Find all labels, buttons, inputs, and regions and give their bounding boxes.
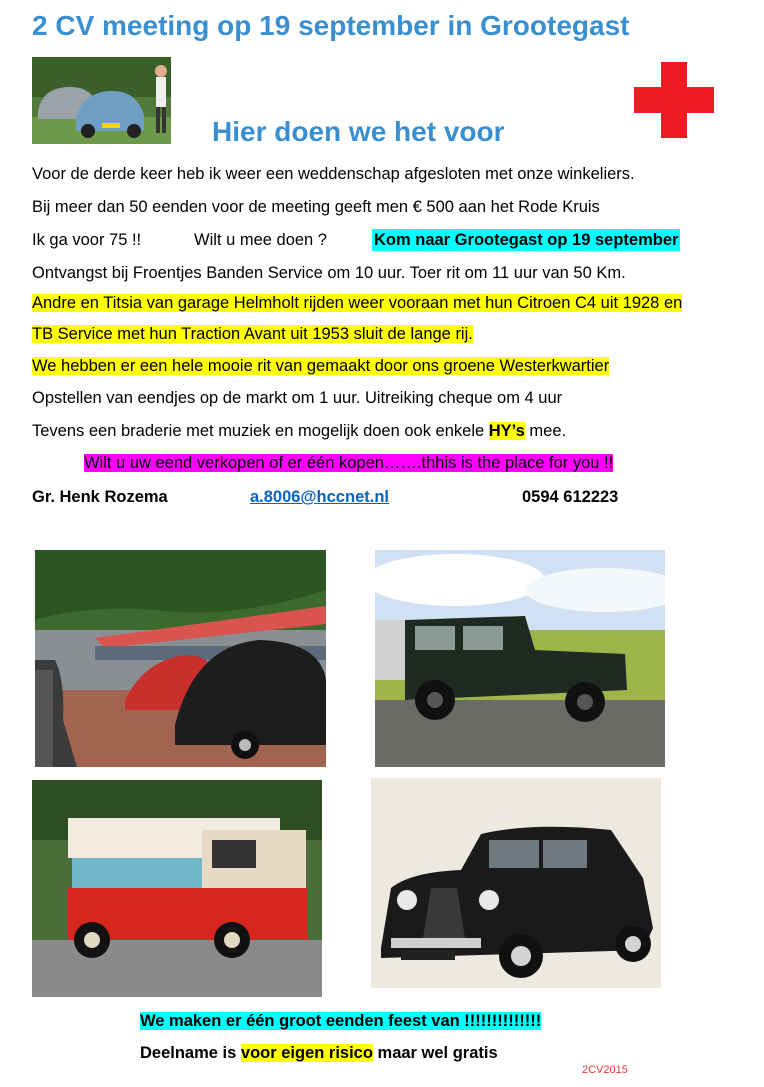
text-line-3a: Ik ga voor 75 !! — [32, 231, 142, 249]
text-line-1: Voor de derde keer heb ik weer een weddenschap afgesloten met onze winkeliers. — [32, 165, 635, 183]
text-line-3 — [32, 229, 732, 251]
highlight-sell-buy: Wilt u uw eend verkopen of er één kopen…….thhis is the place for you !! — [84, 454, 614, 472]
photo-row-of-2cv-cars — [35, 550, 326, 767]
highlight-line-6: TB Service met hun Traction Avant uit 1953 sluit de lange rij. — [32, 325, 473, 343]
photo-two-2cv-cars-owner — [32, 57, 171, 144]
text-line-9a: Tevens een braderie met muziek en mogelijk doen ook enkele — [32, 422, 489, 440]
red-cross-logo — [634, 62, 714, 138]
text-line-9 — [32, 420, 566, 442]
text-line-2: Bij meer dan 50 eenden voor de meeting geeft men € 500 aan het Rode Kruis — [32, 198, 600, 216]
contact-name: Gr. Henk Rozema — [32, 488, 168, 506]
text-line-4: Ontvangst bij Froentjes Banden Service om 10 uur. Toer rit om 11 uur van 50 Km. — [32, 264, 626, 282]
participation-line — [140, 1042, 498, 1064]
contact-phone: 0594 612223 — [522, 488, 619, 506]
highlight-come-to-grootegast: Kom naar Grootegast op 19 september — [374, 231, 679, 249]
footer-code: 2CV2015 — [582, 1064, 628, 1076]
highlight-party: We maken er één groot eenden feest van !!!!!!!!!!!!!! — [140, 1012, 542, 1030]
text-line-3b: Wilt u mee doen ? — [194, 231, 327, 249]
highlight-line-7: We hebben er een hele mooie rit van gemaakt door ons groene Westerkwartier — [32, 357, 610, 375]
photo-traction-avant — [371, 778, 661, 988]
photo-citroen-hy-van — [32, 780, 322, 997]
subtitle: Hier doen we het voor — [212, 116, 505, 147]
photo-citroen-c4-1928 — [375, 550, 665, 767]
highlight-own-risk: voor eigen risico — [240, 1044, 373, 1062]
text-line-8: Opstellen van eendjes op de markt om 1 uur. Uitreiking cheque om 4 uur — [32, 389, 563, 407]
highlight-line-5: Andre en Titsia van garage Helmholt rijden weer vooraan met hun Citroen C4 uit 1928 en — [32, 294, 683, 312]
page-title: 2 CV meeting op 19 september in Grootegast — [32, 10, 630, 41]
contact-email-link[interactable]: a.8006@hccnet.nl — [250, 488, 389, 506]
participation-c: maar wel gratis — [372, 1044, 498, 1062]
highlight-hys: HY’s — [488, 422, 525, 440]
participation-a: Deelname is — [140, 1044, 241, 1062]
text-line-9c: mee. — [524, 422, 567, 440]
